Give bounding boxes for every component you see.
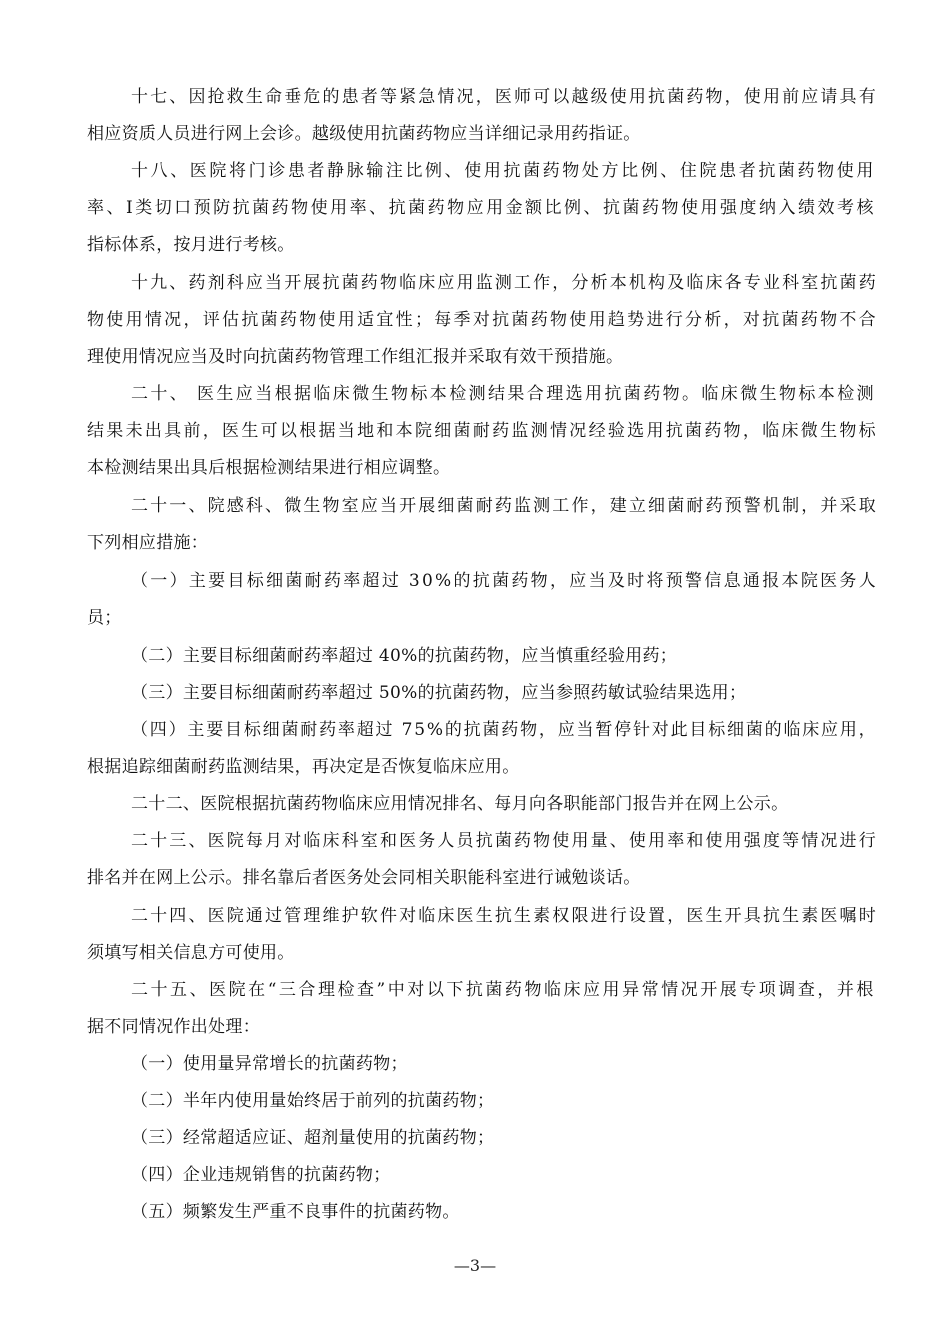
paragraph-line: 须填写相关信息方可使用。 bbox=[87, 943, 295, 963]
paragraph-line: 据不同情况作出处理： bbox=[87, 1017, 260, 1037]
paragraph-line: 根据追踪细菌耐药监测结果，再决定是否恢复临床应用。 bbox=[87, 757, 520, 777]
paragraph-line: 物使用情况，评估抗菌药物使用适宜性；每季对抗菌药物使用趋势进行分析，对抗菌药物不合 bbox=[87, 310, 878, 330]
paragraph-line: 结果未出具前，医生可以根据当地和本院细菌耐药监测情况经验选用抗菌药物，临床微生物标 bbox=[87, 421, 878, 441]
paragraph-first-line: 二十、 医生应当根据临床微生物标本检测结果合理选用抗菌药物。临床微生物标本检测 bbox=[131, 384, 876, 404]
paragraph-first-line: 十七、因抢救生命垂危的患者等紧急情况，医师可以越级使用抗菌药物，使用前应请具有 bbox=[131, 87, 878, 107]
paragraph-first-line: （五）频繁发生严重不良事件的抗菌药物。 bbox=[131, 1202, 460, 1222]
paragraph-first-line: （一）主要目标细菌耐药率超过 30%的抗菌药物，应当及时将预警信息通报本院医务人 bbox=[131, 571, 878, 591]
paragraph-first-line: 十八、医院将门诊患者静脉输注比例、使用抗菌药物处方比例、住院患者抗菌药物使用 bbox=[131, 161, 876, 181]
paragraph-first-line: （二）主要目标细菌耐药率超过 40%的抗菌药物，应当慎重经验用药； bbox=[131, 646, 678, 666]
paragraph-line: 排名并在网上公示。排名靠后者医务处会同相关职能科室进行诫勉谈话。 bbox=[87, 868, 641, 888]
paragraph-line: 员； bbox=[87, 608, 122, 628]
paragraph-first-line: 二十一、院感科、微生物室应当开展细菌耐药监测工作，建立细菌耐药预警机制，并采取 bbox=[131, 496, 878, 516]
paragraph-line: 率、I类切口预防抗菌药物使用率、抗菌药物应用金额比例、抗菌药物使用强度纳入绩效考核 bbox=[87, 198, 876, 218]
paragraph-first-line: （四）企业违规销售的抗菌药物； bbox=[131, 1165, 391, 1185]
paragraph-first-line: 二十五、医院在“三合理检查”中对以下抗菌药物临床应用异常情况开展专项调查，并根 bbox=[131, 980, 876, 1000]
paragraph-first-line: （一）使用量异常增长的抗菌药物； bbox=[131, 1054, 408, 1074]
paragraph-first-line: （四）主要目标细菌耐药率超过 75%的抗菌药物，应当暂停针对此目标细菌的临床应用， bbox=[131, 720, 878, 740]
paragraph-line: 相应资质人员进行网上会诊。越级使用抗菌药物应当详细记录用药指证。 bbox=[87, 124, 641, 144]
paragraph-line: 本检测结果出具后根据检测结果进行相应调整。 bbox=[87, 458, 451, 478]
paragraph-first-line: 二十三、医院每月对临床科室和医务人员抗菌药物使用量、使用率和使用强度等情况进行 bbox=[131, 831, 878, 851]
paragraph-line: 下列相应措施： bbox=[87, 533, 209, 553]
paragraph-first-line: 十九、药剂科应当开展抗菌药物临床应用监测工作，分析本机构及临床各专业科室抗菌药 bbox=[131, 273, 878, 293]
paragraph-first-line: 二十四、医院通过管理维护软件对临床医生抗生素权限进行设置，医生开具抗生素医嘱时 bbox=[131, 906, 878, 926]
paragraph-line: 理使用情况应当及时向抗菌药物管理工作组汇报并采取有效干预措施。 bbox=[87, 347, 624, 367]
paragraph-line: 指标体系，按月进行考核。 bbox=[87, 235, 295, 255]
paragraph-first-line: （三）经常超适应证、超剂量使用的抗菌药物； bbox=[131, 1128, 495, 1148]
page-number: —3— bbox=[453, 1256, 497, 1275]
paragraph-first-line: 二十二、医院根据抗菌药物临床应用情况排名、每月向各职能部门报告并在网上公示。 bbox=[131, 794, 789, 814]
paragraph-first-line: （三）主要目标细菌耐药率超过 50%的抗菌药物，应当参照药敏试验结果选用； bbox=[131, 683, 747, 703]
paragraph-first-line: （二）半年内使用量始终居于前列的抗菌药物； bbox=[131, 1091, 495, 1111]
